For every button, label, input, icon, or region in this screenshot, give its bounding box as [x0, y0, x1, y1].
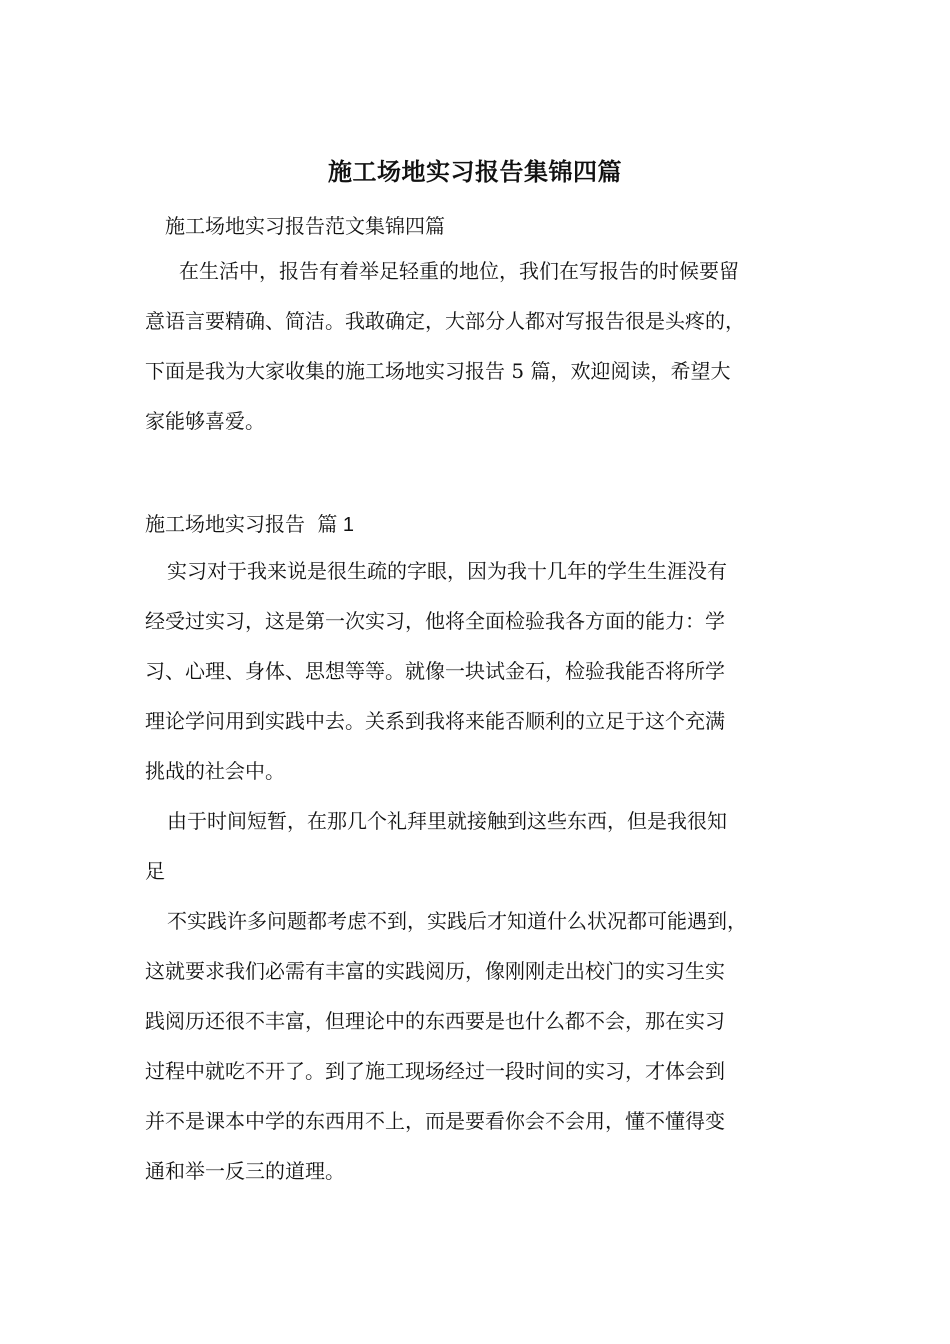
paragraph-line: 习、心理、身体、思想等等。就像一块试金石，检验我能否将所学 — [145, 659, 725, 683]
section-heading-label: 篇 1 — [317, 514, 355, 536]
paragraph-line: 这就要求我们必需有丰富的实践阅历，像刚刚走出校门的实习生实 — [145, 959, 725, 983]
document-subtitle: 施工场地实习报告范文集锦四篇 — [165, 214, 445, 238]
paragraph-line: 足 — [145, 859, 165, 883]
body-paragraph-2 — [145, 803, 825, 903]
intro-paragraph — [145, 253, 825, 453]
intro-line: 在生活中，报告有着举足轻重的地位，我们在写报告的时候要留 — [179, 259, 739, 283]
body-paragraph-3 — [145, 903, 825, 1203]
section-heading — [145, 508, 354, 537]
paragraph-line: 通和举一反三的道理。 — [145, 1159, 345, 1183]
section-heading-text: 施工场地实习报告 — [145, 512, 305, 536]
document-title: 施工场地实习报告集锦四篇 — [328, 157, 622, 186]
paragraph-line: 理论学问用到实践中去。关系到我将来能否顺利的立足于这个充满 — [145, 709, 725, 733]
paragraph-line: 并不是课本中学的东西用不上，而是要看你会不会用，懂不懂得变 — [145, 1109, 725, 1133]
paragraph-line: 挑战的社会中。 — [145, 759, 285, 783]
paragraph-line: 经受过实习，这是第一次实习，他将全面检验我各方面的能力：学 — [145, 609, 725, 633]
paragraph-line: 过程中就吃不开了。到了施工现场经过一段时间的实习，才体会到 — [145, 1059, 725, 1083]
intro-line: 意语言要精确、简洁。我敢确定，大部分人都对写报告很是头疼的， — [145, 309, 745, 333]
paragraph-line: 实习对于我来说是很生疏的字眼，因为我十几年的学生生涯没有 — [167, 559, 727, 583]
paragraph-line: 践阅历还很不丰富，但理论中的东西要是也什么都不会，那在实习 — [145, 1009, 725, 1033]
paragraph-line: 由于时间短暂，在那几个礼拜里就接触到这些东西，但是我很知 — [167, 809, 727, 833]
body-paragraph-1 — [145, 553, 825, 803]
intro-line: 家能够喜爱。 — [145, 409, 265, 433]
paragraph-line: 不实践许多问题都考虑不到，实践后才知道什么状况都可能遇到， — [167, 909, 747, 933]
intro-line: 下面是我为大家收集的施工场地实习报告 5 篇，欢迎阅读，希望大 — [145, 359, 731, 383]
